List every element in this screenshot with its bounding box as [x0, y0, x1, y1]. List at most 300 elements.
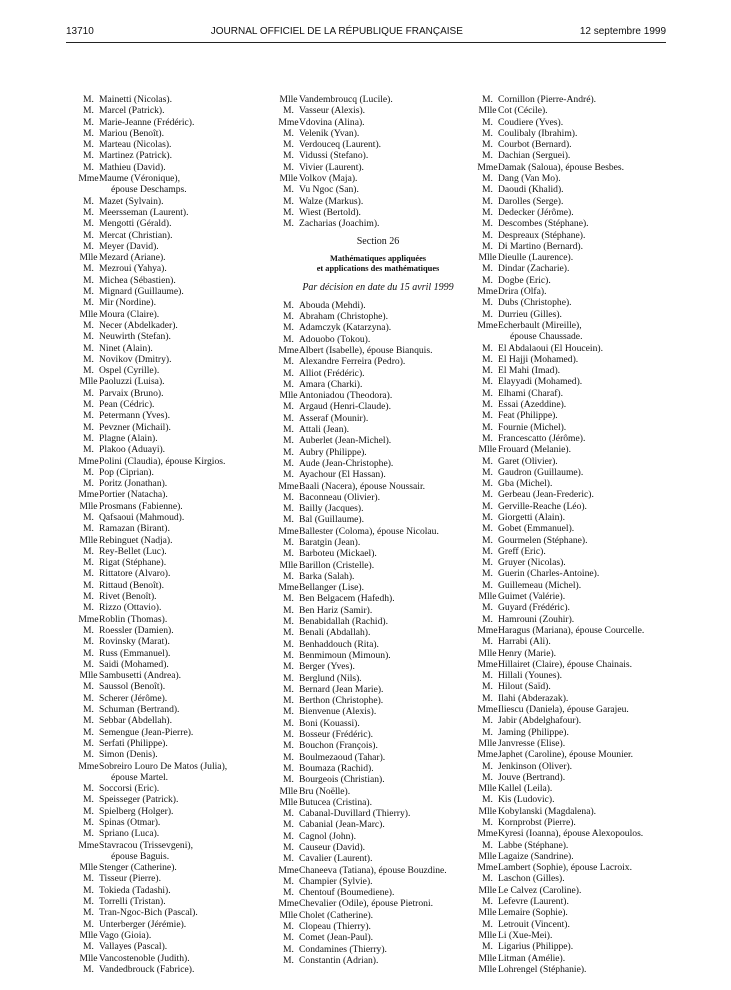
person-name: Chevalier (Odile), épouse Pietroni.: [299, 898, 434, 910]
person-name: Benhaddouch (Rita).: [299, 638, 379, 650]
title-abbrev: M.: [482, 206, 493, 218]
person-name: épouse Chaussade.: [510, 331, 583, 343]
list-item: [477, 263, 677, 274]
title-abbrev: M.: [83, 715, 94, 727]
title-abbrev: M.: [283, 105, 294, 117]
title-abbrev: Mme: [477, 749, 498, 761]
person-name: Barillon (Cristelle).: [299, 559, 375, 571]
title-abbrev: M.: [482, 184, 493, 196]
person-name: Spinas (Otmar).: [99, 817, 161, 828]
person-name: Bal (Guillaume).: [299, 514, 365, 526]
person-name: Semengue (Jean-Pierre).: [99, 726, 194, 738]
title-abbrev: Mlle: [478, 647, 497, 659]
list-item: [477, 840, 677, 851]
title-abbrev: M.: [482, 896, 493, 908]
title-abbrev: [78, 772, 99, 783]
person-name: Gerbeau (Jean-Frederic).: [498, 489, 594, 501]
title-abbrev: M.: [83, 127, 94, 139]
list-item: [477, 715, 677, 726]
list-item: [78, 410, 278, 421]
title-abbrev: M.: [83, 941, 94, 953]
list-item: [78, 320, 278, 331]
list-item: [78, 681, 278, 692]
person-name: Cavalier (Laurent).: [299, 853, 373, 865]
title-abbrev: M.: [283, 695, 294, 707]
list-item: [278, 571, 478, 582]
person-name: Neuwirth (Stefan).: [99, 331, 171, 343]
person-name: Vancostenoble (Judith).: [99, 952, 190, 964]
list-item: [477, 309, 677, 320]
person-name: Kyresi (Ioanna), épouse Alexopoulos.: [498, 828, 644, 840]
list-item: [278, 390, 478, 401]
list-item: [78, 230, 278, 241]
title-abbrev: M.: [83, 523, 94, 535]
list-item: [78, 964, 278, 975]
person-name: Harrabi (Ali).: [498, 636, 551, 648]
person-name: Ospel (Cyrille).: [99, 365, 160, 377]
list-item: [477, 794, 677, 805]
title-abbrev: M.: [482, 432, 493, 444]
list-item: [477, 681, 677, 692]
title-abbrev: M.: [83, 206, 94, 218]
title-abbrev: M.: [283, 627, 294, 639]
person-name: Clopeau (Thierry).: [299, 921, 371, 933]
person-name: Petermann (Yves).: [99, 410, 170, 422]
list-item: [78, 252, 278, 263]
person-name: Kis (Ludovic).: [498, 794, 555, 806]
person-name: Chaneeva (Tatiana), épouse Bouzdine.: [299, 864, 447, 876]
person-name: Lefevre (Laurent).: [498, 896, 569, 908]
title-abbrev: M.: [482, 523, 493, 535]
list-item: [477, 580, 677, 591]
title-abbrev: M.: [283, 322, 294, 334]
title-abbrev: M.: [283, 819, 294, 831]
person-name: Mignard (Guillaume).: [99, 286, 184, 298]
person-name: Daoudi (Khalid).: [498, 184, 564, 196]
person-name: Drira (Olfa).: [498, 286, 547, 298]
title-abbrev: M.: [283, 616, 294, 628]
person-name: Vidussi (Stefano).: [299, 150, 369, 162]
list-item: [477, 501, 677, 512]
list-item: [477, 252, 677, 263]
person-name: Amara (Charki).: [299, 378, 363, 390]
list-item: [278, 819, 478, 830]
list-item: [477, 230, 677, 241]
list-item: [477, 907, 677, 918]
title-abbrev: M.: [283, 446, 294, 458]
title-abbrev: M.: [283, 150, 294, 162]
list-item: [477, 772, 677, 783]
title-abbrev: M.: [83, 907, 94, 919]
list-item: [78, 840, 278, 851]
title-abbrev: M.: [482, 636, 493, 648]
person-name: Dubs (Christophe).: [498, 297, 572, 309]
list-item: [477, 489, 677, 500]
person-name: El Abdalaoui (El Houcein).: [498, 342, 603, 354]
person-name: Adouobo (Tokou).: [299, 333, 371, 345]
title-abbrev: Mlle: [79, 500, 98, 512]
title-abbrev: Mlle: [478, 907, 497, 919]
list-item: [278, 117, 478, 128]
title-abbrev: Mme: [278, 480, 299, 492]
list-item: [278, 311, 478, 322]
title-abbrev: M.: [83, 365, 94, 377]
list-item: [78, 263, 278, 274]
title-abbrev: Mlle: [79, 252, 98, 264]
person-name: Necer (Abdelkader).: [99, 319, 178, 331]
title-abbrev: M.: [283, 717, 294, 729]
person-name: Vallayes (Pascal).: [99, 941, 168, 953]
header-rule: [66, 42, 666, 43]
person-name: Bru (Noëlle).: [299, 785, 351, 797]
person-name: Walze (Markus).: [299, 195, 364, 207]
list-item: [78, 184, 278, 195]
person-name: Aude (Jean-Christophe).: [299, 457, 394, 469]
person-name: Bourgeois (Christian).: [299, 774, 385, 786]
list-item: [278, 639, 478, 650]
person-name: Pean (Cédric).: [99, 399, 155, 411]
title-abbrev: Mlle: [79, 670, 98, 682]
list-item: [477, 896, 677, 907]
list-item: [78, 749, 278, 760]
person-name: Courbot (Bernard).: [498, 139, 572, 151]
title-abbrev: Mme: [477, 286, 498, 298]
person-name: Mezard (Ariane).: [99, 252, 166, 264]
list-item: [78, 218, 278, 229]
title-abbrev: M.: [83, 353, 94, 365]
person-name: Martinez (Patrick).: [99, 150, 172, 162]
title-abbrev: M.: [482, 297, 493, 309]
list-item: [477, 919, 677, 930]
person-name: Michea (Sébastien).: [99, 274, 176, 286]
page-number: 13710: [66, 25, 94, 37]
title-abbrev: M.: [482, 195, 493, 207]
title-abbrev: M.: [283, 954, 294, 966]
person-name: Henry (Marie).: [498, 647, 557, 659]
list-item: [477, 399, 677, 410]
person-name: Barka (Salah).: [299, 570, 355, 582]
title-abbrev: Mlle: [478, 252, 497, 264]
person-name: Marteau (Nicolas).: [99, 139, 172, 151]
title-abbrev: M.: [482, 511, 493, 523]
title-abbrev: M.: [283, 842, 294, 853]
title-abbrev: Mme: [78, 760, 99, 772]
person-name: Chentouf (Boumediene).: [299, 887, 395, 899]
person-name: Meersseman (Laurent).: [99, 206, 189, 218]
list-item: [278, 139, 478, 150]
list-item: [278, 842, 478, 853]
list-item: [278, 560, 478, 571]
list-item: [78, 851, 278, 862]
person-name: Dachian (Serguei).: [498, 150, 571, 162]
person-name: Bernard (Jean Marie).: [299, 683, 384, 695]
list-item: [78, 467, 278, 478]
title-abbrev: M.: [482, 173, 493, 185]
person-name: Alliot (Frédéric).: [299, 367, 365, 379]
title-abbrev: M.: [83, 737, 94, 749]
title-abbrev: M.: [482, 817, 493, 828]
title-abbrev: Mlle: [478, 444, 497, 456]
list-item: [78, 309, 278, 320]
list-item: [78, 523, 278, 534]
person-name: Rivet (Benoît).: [99, 591, 157, 603]
list-item: [78, 444, 278, 455]
person-name: Rizzo (Ottavio).: [99, 602, 162, 614]
list-item: [78, 150, 278, 161]
title-abbrev: M.: [83, 342, 94, 354]
title-abbrev: M.: [83, 817, 94, 828]
list-item: [78, 636, 278, 647]
person-name: Plakoo (Aduayi).: [99, 444, 166, 456]
list-item: [477, 162, 677, 173]
person-name: Ligarius (Philippe).: [498, 941, 574, 953]
person-name: Kallel (Leila).: [498, 783, 553, 795]
person-name: Rittaud (Benoît).: [99, 579, 165, 591]
person-name: Ben Hariz (Samir).: [299, 604, 373, 616]
list-item: [278, 718, 478, 729]
person-name: Bosseur (Frédéric).: [299, 729, 374, 741]
list-item: [278, 322, 478, 333]
person-name: El Mahi (Imad).: [498, 365, 561, 377]
title-abbrev: M.: [482, 399, 493, 411]
person-name: Elhami (Charaf).: [498, 387, 563, 399]
person-name: Lemaire (Sophie).: [498, 907, 568, 919]
title-abbrev: M.: [482, 692, 493, 704]
list-item: [78, 783, 278, 794]
person-name: Tokieda (Tadashi).: [99, 884, 171, 896]
list-item: [78, 727, 278, 738]
person-name: Torrelli (Tristan).: [99, 896, 166, 908]
title-abbrev: M.: [83, 636, 94, 648]
person-name: Vandembroucq (Lucile).: [299, 94, 393, 105]
title-abbrev: M.: [83, 624, 94, 636]
list-item: [78, 715, 278, 726]
person-name: Janvresse (Elise).: [498, 737, 566, 749]
person-name: Saidi (Mohamed).: [99, 658, 169, 670]
list-item: [477, 117, 677, 128]
list-item: [278, 458, 478, 469]
list-item: [477, 297, 677, 308]
list-item: [78, 591, 278, 602]
section-decision: Par décision en date du 15 avril 1999: [302, 281, 454, 293]
person-name: Antoniadou (Theodora).: [299, 390, 393, 402]
list-item: [477, 512, 677, 523]
list-item: [78, 297, 278, 308]
title-abbrev: M.: [83, 918, 94, 930]
person-name: Polini (Claudia), épouse Kirgios.: [99, 455, 226, 467]
list-item: [477, 602, 677, 613]
list-item: [78, 501, 278, 512]
title-abbrev: M.: [83, 704, 94, 716]
list-item: [78, 761, 278, 772]
person-name: Berger (Yves).: [299, 661, 355, 673]
person-name: Hilout (Saïd).: [498, 681, 551, 693]
title-abbrev: M.: [283, 195, 294, 207]
list-item: [78, 94, 278, 105]
person-name: Zacharias (Joachim).: [299, 218, 380, 230]
person-name: Rey-Bellet (Luc).: [99, 545, 167, 557]
list-item: [278, 593, 478, 604]
title-abbrev: M.: [482, 534, 493, 546]
title-abbrev: M.: [283, 299, 294, 311]
person-name: Asseraf (Mounir).: [299, 412, 369, 424]
list-item: [278, 548, 478, 559]
column-2: [278, 94, 478, 966]
list-item: [278, 128, 478, 139]
person-name: Jouve (Bertrand).: [498, 771, 566, 783]
title-abbrev: Mlle: [478, 952, 497, 964]
title-abbrev: M.: [283, 514, 294, 526]
person-name: Di Martino (Bernard).: [498, 240, 583, 252]
list-item: [477, 444, 677, 455]
person-name: El Hajji (Mohamed).: [498, 353, 579, 365]
person-name: Boulmezaoud (Tahar).: [299, 751, 386, 763]
list-item: [477, 693, 677, 704]
title-abbrev: Mlle: [478, 850, 497, 862]
list-item: [278, 345, 478, 356]
title-abbrev: M.: [283, 593, 294, 605]
title-abbrev: M.: [482, 726, 493, 738]
person-name: Bailly (Jacques).: [299, 503, 364, 515]
person-name: Jenkinson (Oliver).: [498, 760, 573, 772]
title-abbrev: M.: [283, 570, 294, 582]
title-abbrev: M.: [83, 444, 94, 456]
list-item: [78, 105, 278, 116]
list-item: [278, 661, 478, 672]
list-item: [78, 568, 278, 579]
list-item: [78, 806, 278, 817]
title-abbrev: M.: [283, 367, 294, 379]
list-item: [477, 727, 677, 738]
list-item: [477, 535, 677, 546]
title-abbrev: M.: [482, 941, 493, 953]
list-item: [477, 275, 677, 286]
section-heading: Section 26: [356, 235, 400, 247]
list-item: [278, 300, 478, 311]
person-name: Soccorsi (Eric).: [99, 783, 160, 795]
person-name: Scherer (Jérôme).: [99, 692, 168, 704]
person-name: Rittatore (Alvaro).: [99, 568, 171, 580]
title-abbrev: M.: [83, 692, 94, 704]
list-item: [477, 568, 677, 579]
column-1: [78, 94, 278, 975]
title-abbrev: M.: [482, 681, 493, 693]
person-name: Mir (Nordine).: [99, 297, 157, 309]
person-name: Ramazan (Birant).: [99, 523, 170, 535]
title-abbrev: Mme: [477, 624, 498, 636]
person-name: Gourmelen (Stéphane).: [498, 534, 588, 546]
person-name: Bouchon (François).: [299, 740, 378, 752]
list-item: [477, 478, 677, 489]
list-item: [278, 173, 478, 184]
list-item: [278, 684, 478, 695]
title-abbrev: M.: [482, 760, 493, 772]
person-name: Cabanial (Jean-Marc).: [299, 819, 385, 831]
person-name: Tisseur (Pierre).: [99, 873, 161, 885]
person-name: Moura (Claire).: [99, 308, 160, 320]
list-item: [278, 763, 478, 774]
title-abbrev: M.: [83, 873, 94, 885]
list-item: [78, 817, 278, 828]
title-abbrev: M.: [283, 921, 294, 933]
person-name: Baali (Nacera), épouse Noussair.: [299, 480, 426, 492]
title-abbrev: M.: [83, 274, 94, 286]
title-abbrev: M.: [83, 783, 94, 795]
title-abbrev: M.: [83, 884, 94, 896]
list-item: [477, 953, 677, 964]
person-name: Cornillon (Pierre-André).: [498, 94, 597, 105]
title-abbrev: M.: [482, 500, 493, 512]
person-name: Causeur (David).: [299, 842, 366, 853]
person-name: Dogbe (Eric).: [498, 274, 551, 286]
list-item: [78, 930, 278, 941]
title-abbrev: M.: [83, 591, 94, 603]
person-name: Bellanger (Lise).: [299, 582, 364, 594]
list-item: [477, 173, 677, 184]
title-abbrev: M.: [83, 794, 94, 806]
list-item: [78, 873, 278, 884]
title-abbrev: M.: [283, 457, 294, 469]
title-abbrev: M.: [482, 387, 493, 399]
person-name: Adamczyk (Katarzyna).: [299, 322, 392, 334]
title-abbrev: M.: [283, 356, 294, 368]
list-item: [78, 241, 278, 252]
list-item: [78, 162, 278, 173]
title-abbrev: M.: [283, 536, 294, 548]
title-abbrev: Mme: [278, 582, 299, 594]
title-abbrev: M.: [482, 715, 493, 727]
person-name: Hillairet (Claire), épouse Chainais.: [498, 658, 633, 670]
person-name: Vago (Gioia).: [99, 929, 152, 941]
title-abbrev: Mme: [78, 173, 99, 185]
person-name: Gerville-Reache (Léo).: [498, 500, 587, 512]
list-item: [477, 150, 677, 161]
title-abbrev: M.: [482, 116, 493, 128]
title-abbrev: M.: [283, 548, 294, 560]
title-abbrev: M.: [482, 670, 493, 682]
person-name: Vandedbrouck (Fabrice).: [99, 963, 195, 975]
person-name: Mazet (Sylvain).: [99, 195, 164, 207]
list-item: [278, 729, 478, 740]
title-abbrev: M.: [83, 399, 94, 411]
person-name: Letrouit (Vincent).: [498, 918, 570, 930]
person-name: Guimet (Valérie).: [498, 591, 566, 603]
list-item: [278, 887, 478, 898]
list-item: [477, 738, 677, 749]
list-item: [278, 786, 478, 797]
title-abbrev: Mme: [477, 658, 498, 670]
list-item: [477, 467, 677, 478]
list-item: [278, 650, 478, 661]
person-name: Meyer (David).: [99, 240, 159, 252]
title-abbrev: Mlle: [279, 559, 298, 571]
list-item: [78, 343, 278, 354]
person-name: Dindar (Zacharie).: [498, 263, 570, 275]
list-item: [278, 605, 478, 616]
title-abbrev: [78, 851, 99, 862]
list-item: [477, 456, 677, 467]
list-item: [278, 94, 478, 105]
title-abbrev: Mlle: [279, 94, 298, 105]
title-abbrev: M.: [283, 706, 294, 718]
column-2-top-list: [278, 94, 478, 230]
list-item: [278, 774, 478, 785]
person-name: Pevzner (Michail).: [99, 421, 171, 433]
person-name: Berglund (Nils).: [299, 672, 362, 684]
list-item: [278, 196, 478, 207]
list-item: [278, 379, 478, 390]
person-name: Stenger (Catherine).: [99, 862, 177, 874]
